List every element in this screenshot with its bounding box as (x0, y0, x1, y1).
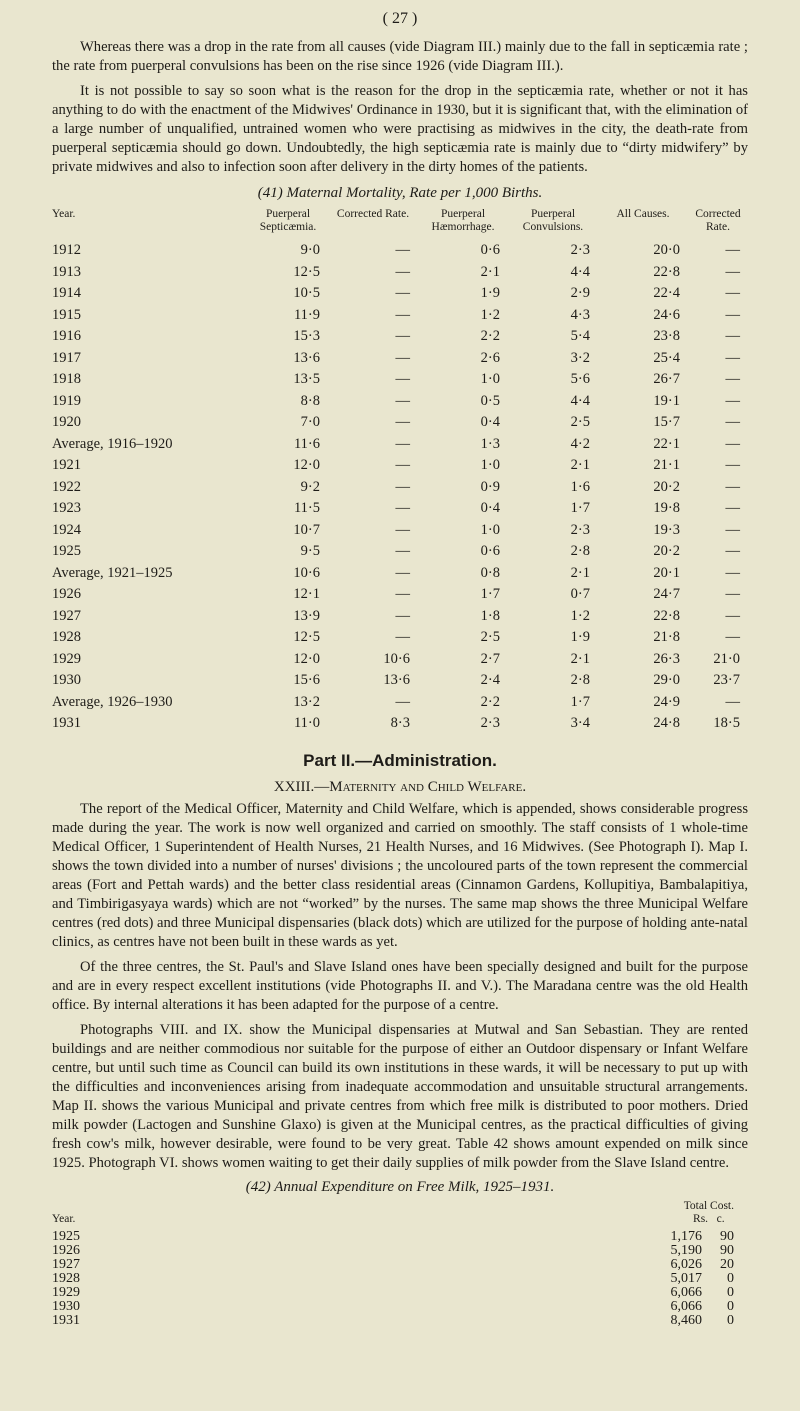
table-cell: 4·3 (570, 306, 590, 323)
table-cell: 24·7 (653, 586, 680, 602)
table-cell: — (725, 349, 740, 366)
table-cell: 10·7 (293, 521, 320, 538)
row-label: 1931 (52, 715, 81, 731)
col-year-header: Year. (52, 1212, 76, 1225)
table-cell: 15·3 (293, 328, 320, 344)
table-cell: 29·0 (653, 672, 680, 688)
table-cell: 90 (720, 1228, 734, 1244)
table-cell: — (395, 478, 410, 495)
table-cell: — (395, 586, 410, 602)
table-cell: 12·5 (293, 263, 320, 280)
table-cell: 4·4 (570, 263, 590, 280)
table-cell: — (725, 693, 740, 710)
table-cell: 8·8 (300, 392, 320, 409)
row-label: 1919 (52, 392, 81, 409)
table-cell: 2·5 (480, 629, 500, 645)
row-label: 1922 (52, 478, 81, 495)
table-cell: 8·3 (390, 715, 410, 731)
table-cell: — (725, 500, 740, 516)
table-cell: — (725, 478, 740, 495)
table-cell: 24·9 (653, 693, 680, 710)
table-cell: 6,066 (670, 1284, 702, 1300)
row-label: 1918 (52, 371, 81, 387)
table-cell: 19·8 (653, 500, 680, 516)
table-cell: 12·0 (293, 650, 320, 667)
table-cell: 1·0 (480, 521, 500, 538)
table-row (52, 283, 748, 305)
table-cell: 0·5 (480, 392, 500, 409)
table-42-title: (42) Annual Expenditure on Free Milk, 1925–1931. (245, 1178, 555, 1195)
table-cell: 11·9 (293, 306, 320, 323)
table-cell: 13·9 (293, 607, 320, 624)
column-header: Year. (52, 208, 76, 220)
table-cell: 13·2 (293, 693, 320, 710)
table-cell: 19·3 (653, 521, 680, 538)
table-row (52, 1300, 748, 1314)
table-cell: — (395, 242, 410, 258)
row-label: 1927 (52, 1256, 80, 1272)
table-row (52, 477, 748, 499)
table-cell: 20 (720, 1256, 734, 1272)
table-row (52, 369, 748, 391)
table-row (52, 670, 748, 692)
table-cell: — (725, 414, 740, 430)
table-row (52, 649, 748, 671)
table-row (52, 606, 748, 628)
table-cell: — (725, 521, 740, 538)
row-label: 1917 (52, 349, 81, 366)
table-cell: 4·2 (570, 435, 590, 452)
table-cell: 21·8 (653, 629, 680, 645)
table-row (52, 412, 748, 434)
table-cell: 26·3 (653, 650, 680, 667)
table-row (52, 627, 748, 649)
table-cell: 20·2 (653, 543, 680, 559)
table-row (52, 326, 748, 348)
table-cell: 18·5 (713, 715, 740, 731)
table-cell: 2·4 (480, 672, 500, 688)
row-label: 1929 (52, 650, 81, 667)
table-cell: 11·0 (293, 715, 320, 731)
table-cell: — (725, 263, 740, 280)
table-cell: — (395, 607, 410, 624)
table-cell: 1·7 (570, 500, 590, 516)
table-cell: 9·5 (300, 543, 320, 559)
row-label: Average, 1916–1920 (52, 435, 173, 452)
row-label: 1931 (52, 1312, 80, 1328)
table-row (52, 498, 748, 520)
table-row (52, 1258, 748, 1272)
table-cell: 3·4 (570, 715, 590, 731)
paragraph: The report of the Medical Officer, Maternity and Child Welfare, which is appended, shows considerable progress made during the year. The work is now well organized and carried on smoothly. The staff consists of 1 whole-time Medical Officer, 1 Superintendent of Health Nurses, 21 Health Nurses, and 16 Midwives. (See Photograph I). Map I. shows the town divided into a number of nurses' divisions ; the uncoloured parts of the town represent the commercial areas (Fort and Pettah wards) and the better class residential areas (Cinnamon Gardens, Kollupitiya, Bambalapitiya, and Timbirigasyaya wards) which are not “worked” by the nurses. The same map shows the three Municipal Welfare centres (red dots) and three Municipal dispensaries (black dots) which are utilized for the purpose of holding ante-natal clinics, as centres have not been built in these wards as yet. (52, 800, 748, 950)
table-row (52, 1314, 748, 1328)
table-row (52, 1272, 748, 1286)
column-header: Puerperal Hæmorrhage. (431, 208, 495, 233)
table-cell: 13·5 (293, 371, 320, 387)
table-row (52, 541, 748, 563)
row-label: 1912 (52, 242, 81, 258)
table-cell: 2·3 (570, 521, 590, 538)
table-cell: 2·1 (570, 457, 590, 473)
table-cell: 1·7 (570, 693, 590, 710)
table-cell: 9·2 (300, 478, 320, 495)
table-row (52, 1244, 748, 1258)
table-cell: 1·9 (570, 629, 590, 645)
table-cell: — (725, 371, 740, 387)
table-cell: 2·5 (570, 414, 590, 430)
row-label: 1930 (52, 672, 81, 688)
table-cell: — (395, 285, 410, 301)
table-cell: 5·6 (570, 371, 590, 387)
row-label: 1925 (52, 543, 81, 559)
table-cell: — (725, 457, 740, 473)
milk-table (52, 1230, 748, 1328)
row-label: 1914 (52, 285, 81, 301)
table-cell: 10·5 (293, 285, 320, 301)
table-cell: 9·0 (300, 242, 320, 258)
table-cell: 20·0 (653, 242, 680, 258)
table-cell: — (725, 586, 740, 602)
table-cell: — (725, 629, 740, 645)
table-cell: 10·6 (293, 564, 320, 581)
table-cell: 0 (727, 1270, 734, 1286)
table-cell: 2·6 (480, 349, 500, 366)
table-cell: 0·6 (480, 543, 500, 559)
mortality-table (52, 208, 748, 735)
row-label: 1921 (52, 457, 81, 473)
table-cell: 6,066 (670, 1298, 702, 1314)
table-cell: — (395, 349, 410, 366)
row-label: 1924 (52, 521, 81, 538)
table-cell: 0·6 (480, 242, 500, 258)
table-cell: — (395, 263, 410, 280)
table-cell: — (725, 285, 740, 301)
table-cell: 0 (727, 1312, 734, 1328)
table-cell: 12·5 (293, 629, 320, 645)
table-cell: — (395, 414, 410, 430)
table-cell: 26·7 (653, 371, 680, 387)
table-cell: 22·4 (653, 285, 680, 301)
paragraph: It is not possible to say so soon what is the reason for the drop in the septicæmia rate, whether or not it has anything to do with the enactment of the Midwives' Ordinance in 1930, but it is significant that, with the elimination of a large number of unqualified, untrained women who were practising as midwives in the city, the death-rate from puerperal septicæmia should go down. Undoubtedly, the high septicæmia rate is mainly due to “dirty midwifery” by private midwives and also to infection soon after delivery in the dirty homes of the patients. (52, 83, 748, 175)
milk-table-header (52, 1200, 734, 1226)
table-cell: 1·7 (480, 586, 500, 602)
table-header (52, 208, 748, 234)
row-label: Average, 1921–1925 (52, 564, 173, 581)
table-cell: 24·6 (653, 306, 680, 323)
table-cell: 0·4 (480, 500, 500, 516)
table-row (52, 434, 748, 456)
table-cell: 15·7 (653, 414, 680, 430)
table-cell: 25·4 (653, 349, 680, 366)
table-cell: 5,190 (670, 1242, 702, 1258)
table-row (52, 692, 748, 714)
table-cell: 8,460 (670, 1312, 702, 1328)
row-label: Average, 1926–1930 (52, 693, 173, 710)
table-cell: 1·0 (480, 371, 500, 387)
row-label: 1928 (52, 629, 81, 645)
table-row (52, 1230, 748, 1244)
table-cell: 2·2 (480, 328, 500, 344)
column-header: Corrected Rate. (695, 208, 741, 233)
table-cell: — (395, 392, 410, 409)
table-row (52, 584, 748, 606)
table-cell: 1·0 (480, 457, 500, 473)
table-cell: 1·6 (570, 478, 590, 495)
table-cell: 22·1 (653, 435, 680, 452)
table-cell: — (395, 457, 410, 473)
column-header: Puerperal Septicæmia. (259, 208, 317, 233)
row-label: 1913 (52, 263, 81, 280)
row-label: 1916 (52, 328, 81, 344)
units-label: Rs. c. (693, 1212, 725, 1225)
table-row (52, 240, 748, 262)
table-row (52, 391, 748, 413)
table-cell: 1·3 (480, 435, 500, 452)
table-cell: — (725, 607, 740, 624)
table-cell: 1·2 (480, 306, 500, 323)
table-cell: 0·8 (480, 564, 500, 581)
row-label: 1929 (52, 1284, 80, 1300)
table-cell: — (395, 693, 410, 710)
column-header: Puerperal Convulsions. (522, 208, 584, 233)
table-cell: — (725, 435, 740, 452)
table-cell: 23·7 (713, 672, 740, 688)
table-row (52, 520, 748, 542)
table-cell: 19·1 (653, 392, 680, 409)
table-cell: — (395, 564, 410, 581)
row-label: 1928 (52, 1270, 80, 1286)
table-cell: 0·7 (570, 586, 590, 602)
part-heading: Part II.—Administration. (303, 750, 497, 770)
table-cell: 2·2 (480, 693, 500, 710)
table-cell: — (395, 543, 410, 559)
table-cell: 2·1 (570, 650, 590, 667)
table-cell: 13·6 (383, 672, 410, 688)
table-cell: 2·1 (480, 263, 500, 280)
table-cell: — (395, 306, 410, 323)
paragraph: Photographs VIII. and IX. show the Municipal dispensaries at Mutwal and San Sebastian. They are rented buildings and are neither commodious nor suitable for the purpose of either an Outdoor dispensary or Infant Welfare centre, but until such time as Council can build its own institutions in these wards, it will be necessary to put up with the difficulties and inconveniences arising from inadequate accommodation and unsuitable structural arrangements. Map II. shows the various Municipal and private centres from which free milk is distributed to poor mothers. Dried milk powder (Lactogen and Sunshine Glaxo) is given at the Municipal centres, as the practical difficulties of giving fresh cow's milk, however desirable, were found to be very great. Table 42 shows amount expended on milk since 1925. Photograph VI. shows women waiting to get their daily supplies of milk powder from the Slave Island centre. (52, 1021, 748, 1171)
table-cell: — (395, 328, 410, 344)
row-label: 1923 (52, 500, 81, 516)
row-label: 1926 (52, 586, 81, 602)
table-cell: 6,026 (670, 1256, 702, 1272)
table-cell: — (395, 435, 410, 452)
table-cell: 0·4 (480, 414, 500, 430)
row-label: 1925 (52, 1228, 80, 1244)
table-cell: 10·6 (383, 650, 410, 667)
table-cell: — (395, 521, 410, 538)
table-cell: — (395, 371, 410, 387)
table-cell: 1·9 (480, 285, 500, 301)
table-row (52, 305, 748, 327)
table-cell: 3·2 (570, 349, 590, 366)
table-cell: 5,017 (670, 1270, 702, 1286)
table-cell: 24·8 (653, 715, 680, 731)
table-cell: — (725, 543, 740, 559)
row-label: 1920 (52, 414, 81, 430)
table-cell: 5·4 (570, 328, 590, 344)
table-cell: 0 (727, 1298, 734, 1314)
table-cell: — (395, 629, 410, 645)
table-cell: 11·5 (293, 500, 320, 516)
row-label: 1926 (52, 1242, 80, 1258)
column-header: All Causes. (616, 208, 670, 220)
table-cell: — (725, 306, 740, 323)
table-cell: 12·1 (293, 586, 320, 602)
column-header: Corrected Rate. (336, 208, 410, 220)
table-41-title: (41) Maternal Mortality, Rate per 1,000 Births. (257, 185, 543, 201)
table-cell: — (725, 564, 740, 581)
table-cell: — (725, 328, 740, 344)
table-row (52, 262, 748, 284)
table-row (52, 1286, 748, 1300)
paragraph: Whereas there was a drop in the rate from all causes (vide Diagram III.) mainly due to the fall in septicæmia rate ; the rate from puerperal convulsions has been on the rise since 1926 (vide Diagram III.). (52, 39, 748, 74)
table-cell: 13·6 (293, 349, 320, 366)
table-cell: 90 (720, 1242, 734, 1258)
table-cell: 2·9 (570, 285, 590, 301)
table-cell: 2·1 (570, 564, 590, 581)
table-row (52, 455, 748, 477)
table-cell: 2·3 (570, 242, 590, 258)
table-cell: 15·6 (293, 672, 320, 688)
table-cell: 2·3 (480, 715, 500, 731)
row-label: 1927 (52, 607, 81, 624)
table-cell: 20·1 (653, 564, 680, 581)
table-cell: 23·8 (653, 328, 680, 344)
table-cell: 1,176 (670, 1228, 702, 1244)
table-cell: 0 (727, 1284, 734, 1300)
row-label: 1915 (52, 306, 81, 323)
table-cell: 22·8 (653, 263, 680, 280)
table-cell: — (725, 392, 740, 409)
table-cell: 1·2 (570, 607, 590, 624)
table-cell: 21·0 (713, 650, 740, 667)
table-row (52, 563, 748, 585)
table-cell: 0·9 (480, 478, 500, 495)
table-cell: 21·1 (653, 457, 680, 473)
table-cell: 2·7 (480, 650, 500, 667)
table-cell: 20·2 (653, 478, 680, 495)
row-label: 1930 (52, 1298, 80, 1314)
table-cell: 2·8 (570, 672, 590, 688)
paragraph: Of the three centres, the St. Paul's and Slave Island ones have been specially designed and built for the purpose and are in every respect excellent institutions (vide Photographs II. and V.). The Maradana centre was the old Health office. By internal alterations it has been adapted for the purpose of a centre. (52, 958, 748, 1013)
section-heading: XXIII.—Maternity and Child Welfare. (273, 778, 527, 795)
table-cell: — (725, 242, 740, 258)
total-cost-label: Total Cost. (683, 1199, 734, 1212)
table-cell: 7·0 (300, 414, 320, 430)
table-cell: 11·6 (293, 435, 320, 452)
table-cell: 4·4 (570, 392, 590, 409)
page-number: ( 27 ) (382, 10, 418, 27)
table-cell: 22·8 (653, 607, 680, 624)
table-cell: — (395, 500, 410, 516)
table-row (52, 348, 748, 370)
table-row (52, 713, 748, 735)
table-cell: 12·0 (293, 457, 320, 473)
table-cell: 2·8 (570, 543, 590, 559)
table-cell: 1·8 (480, 607, 500, 624)
col-total-header (684, 1200, 734, 1226)
